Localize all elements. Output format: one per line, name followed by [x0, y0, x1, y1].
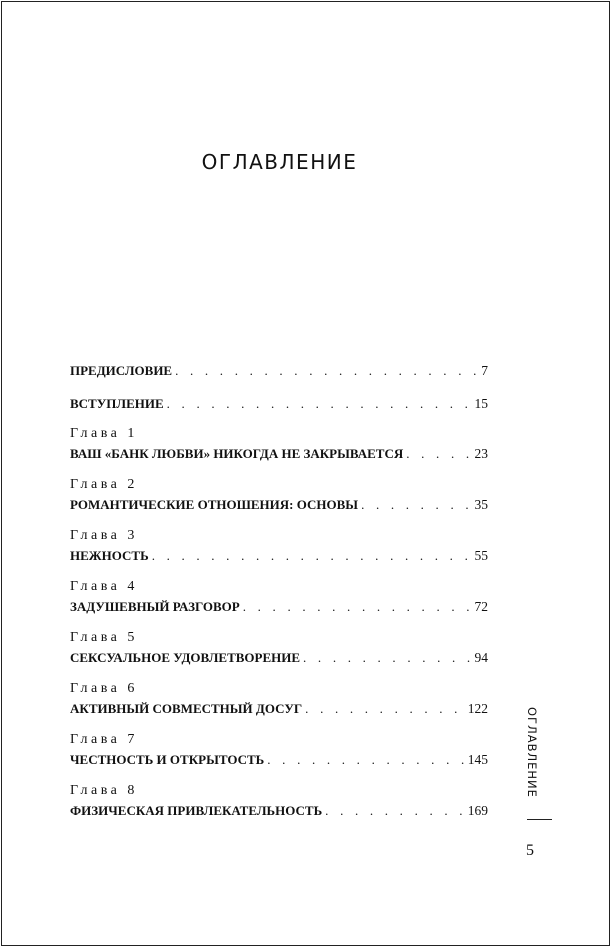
toc-entry-page: 169: [467, 803, 488, 818]
toc-entry-chapter-6[interactable]: [70, 681, 488, 718]
dot-leader: [164, 395, 475, 413]
chapter-label: Глава 3: [70, 528, 138, 543]
dot-leader: [240, 598, 475, 616]
toc-entry-chapter-7[interactable]: [70, 732, 488, 769]
dot-leader: [358, 496, 474, 514]
toc-entry-page: 23: [474, 446, 488, 461]
toc-entry-chapter-4[interactable]: [70, 579, 488, 616]
toc-entry-chapter-1[interactable]: [70, 426, 488, 463]
toc-entry-page: 15: [474, 396, 488, 411]
table-of-contents: [70, 362, 488, 820]
toc-entry-title: ПРЕДИСЛОВИЕ: [70, 363, 173, 378]
toc-entry-title: ЗАДУШЕВНЫЙ РАЗГОВОР: [70, 599, 240, 614]
chapter-label: Глава 2: [70, 477, 138, 492]
toc-entry-title: РОМАНТИЧЕСКИЕ ОТНОШЕНИЯ: ОСНОВЫ: [70, 497, 359, 512]
chapter-label: Глава 7: [70, 732, 138, 747]
chapter-label: Глава 6: [70, 681, 138, 696]
toc-entry-chapter-5[interactable]: [70, 630, 488, 667]
toc-entry-page: 145: [467, 752, 488, 767]
book-page: [1, 1, 610, 946]
toc-entry-title: СЕКСУАЛЬНОЕ УДОВЛЕТВОРЕНИЕ: [70, 650, 301, 665]
toc-entry-chapter-3[interactable]: [70, 528, 488, 565]
dot-leader: [172, 362, 481, 380]
dot-leader: [322, 802, 468, 820]
toc-entry-title: АКТИВНЫЙ СОВМЕСТНЫЙ ДОСУГ: [70, 701, 303, 716]
toc-entry-title: ЧЕСТНОСТЬ И ОТКРЫТОСТЬ: [70, 752, 265, 767]
toc-entry-introduction[interactable]: [70, 395, 488, 413]
toc-entry-title: ВСТУПЛЕНИЕ: [70, 396, 164, 411]
toc-entry-page: 122: [467, 701, 488, 716]
dot-leader: [300, 649, 474, 667]
page-title: ОГЛАВЛЕНИЕ: [201, 150, 358, 174]
toc-entry-page: 94: [474, 650, 488, 665]
dot-leader: [403, 445, 474, 463]
divider: [527, 819, 552, 820]
toc-entry-title: ФИЗИЧЕСКАЯ ПРИВЛЕКАТЕЛЬНОСТЬ: [70, 803, 323, 818]
toc-entry-page: 7: [481, 363, 488, 378]
toc-entry-page: 55: [474, 548, 488, 563]
toc-entry-page: 35: [474, 497, 488, 512]
chapter-label: Глава 5: [70, 630, 138, 645]
page-number: 5: [526, 842, 534, 859]
toc-entry-title: НЕЖНОСТЬ: [70, 548, 149, 563]
chapter-label: Глава 1: [70, 426, 138, 441]
chapter-label: Глава 4: [70, 579, 138, 594]
toc-entry-preface[interactable]: [70, 362, 488, 380]
running-header-vertical: ОГЛАВЛЕНИЕ: [525, 707, 539, 798]
toc-entry-page: 72: [474, 599, 488, 614]
dot-leader: [149, 547, 475, 565]
dot-leader: [264, 751, 467, 769]
toc-entry-chapter-8[interactable]: [70, 783, 488, 820]
chapter-label: Глава 8: [70, 783, 138, 798]
toc-entry-chapter-2[interactable]: [70, 477, 488, 514]
toc-entry-title: ВАШ «БАНК ЛЮБВИ» НИКОГДА НЕ ЗАКРЫВАЕТСЯ: [70, 446, 404, 461]
dot-leader: [302, 700, 468, 718]
